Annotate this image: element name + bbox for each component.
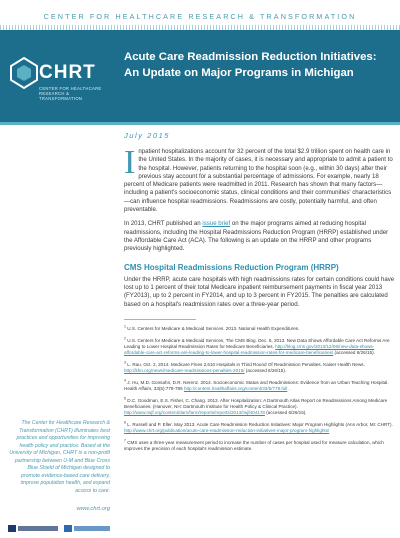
footnote-number: 2 xyxy=(124,336,126,341)
footnote-access-date: (accessed 6/26/15). xyxy=(264,410,307,416)
footnote-access-date: (accessed 6/26/15). xyxy=(333,350,375,356)
footnote-number: 5 xyxy=(124,396,126,401)
update-paragraph xyxy=(124,220,396,253)
issue-brief-link[interactable]: issue brief xyxy=(202,220,231,228)
footnote-access-date: . xyxy=(287,386,290,392)
footnote-item xyxy=(124,380,396,392)
footnote-text: L. Rau. Oct. 2, 2014. Medicare Fines 2,610 Hospitals in Third Round Of Readmission Penalties. Kaiser Health News. xyxy=(125,362,365,368)
org-name-banner: CENTER FOR HEALTHCARE RESEARCH & TRANSFORMATION xyxy=(43,12,357,21)
logo-mark-icon xyxy=(9,56,39,90)
footnote-item xyxy=(124,440,396,452)
sidebar-website-link[interactable]: www.chrt.org xyxy=(76,506,110,512)
intro-text: npatient hospitalizations account for 32 percent of the total $2.9 trillion spent on health care in the United States. In the majority of cases, it is necessary and appropriate to admit a patient to the hospital. However, patients returning to the hospital soon (e.g., within 30 days) after their previous stay account for a substantial percentage of admissions. For example, nearly 18 percent of Medicare patients were readmitted in 2011. Research has shown that many factors—including a patient's socioeconomic status, clinical conditions and their communities' characteristics—can influence hospital readmissions. Readmissions are costly, potentially harmful, and often preventable. xyxy=(124,148,393,214)
footnote-link[interactable]: http://blog.cms.gov/2013/12/06/new-data-shows-affordable-care-act-reforms-are-leading-to-lower-hospital-readmission-rates-for-medicare-beneficiaries/ xyxy=(124,344,375,356)
update-text-start: In 2013, CHRT published an xyxy=(124,220,203,228)
footnote-number: 7 xyxy=(124,438,126,443)
footnote-link[interactable]: http://www.chrt.org/publication/acute-care-readmission-reduction-initiatives-major-program-highlights/ xyxy=(124,428,330,434)
footnote-item xyxy=(124,326,396,332)
footnote-text: J. Hu, M.D. Gonsahn, D.R. Nerenz. 2014. Socioeconomic Status and Readmissions: Evidence from an Urban Teaching Hospital. Health Affairs, 33(5):778-785 xyxy=(124,380,389,392)
footnote-number: 6 xyxy=(124,420,126,425)
footnote-item xyxy=(124,398,396,416)
logo-subtitle: CENTER FOR HEALTHCARE RESEARCH & TRANSFORMATION xyxy=(39,86,102,101)
section-heading: CMS Hospital Readmissions Reduction Program (HRRP) xyxy=(124,262,339,272)
update-text-end: on the major programs aimed at reducing hospital readmissions, including the Hospital Readmissions Reduction Program (HRRP) established under the Affordable Care Act (ACA). The following is an update on the HRRP and other programs previously highlighted. xyxy=(124,220,389,253)
partner-logos xyxy=(8,520,110,529)
footnote-number: 1 xyxy=(124,324,126,329)
footnote-text: L. Russell and P. Eller. May 2013. Acute Care Readmission Reduction Initiatives: Major Program Highlights (Ann Arbor, MI: CHRT). xyxy=(125,422,393,428)
footnote-link[interactable]: http://khn.org/news/medicare-readmissions-penalties-2015/ xyxy=(124,368,245,374)
title-line-1: Acute Care Readmission Reduction Initiatives: xyxy=(124,51,377,63)
page-title xyxy=(124,50,394,81)
footnote-item xyxy=(124,338,396,356)
footnote-number: 3 xyxy=(124,360,126,365)
drop-cap: I xyxy=(124,144,136,181)
footnote-text: CMS uses a three-year measurement period to increase the number of cases per hospital used for measure calculation, which improves the precision of each hospital's readmission estimate. xyxy=(124,440,384,452)
hrrp-paragraph: Under the HRRP, acute care hospitals with high readmissions rates for certain conditions could have lost up to 1 percent of their total Medicare inpatient reimbursement payments in fiscal year 2013 (FY2013), up to 2 percent in FY2014, and up to 3 percent in FY2015. The penalties are calculated based on a hospital's readmission rates over a three-year period. xyxy=(124,275,395,308)
footnote-text: U.S. Centers for Medicare & Medicaid Services, The CMS Blog. Dec. 6, 2013. New Data Shows Affordable Care Act Reforms Are Leading to Lower Hospital Readmission Rates for Medicare Beneficiaries. xyxy=(124,338,390,350)
title-line-2: An Update on Major Programs in Michigan xyxy=(124,66,354,79)
sidebar-about: The Center for Healthcare Research & Transformation (CHRT) illuminates best practices and opportunities for improving health policy and practice. Based at the University of Michigan, CHRT is a non-profit partnership between U-M and Blue Cross Blue Shield of Michigan designed to promote evidence-based care delivery, improve population health, and expand access to care. xyxy=(9,420,110,494)
publication-date: July 2015 xyxy=(124,131,171,140)
footnote-text: D.C. Goodman, E.S. Fisher, C. Chang. 2013. After Hospitalization: A Dartmouth Atlas Report on Readmissions Among Medicare Beneficiaries. (Hanover, NH: Dartmouth Institute for Health Policy & Clinical Practice). xyxy=(124,398,388,410)
footnotes-list xyxy=(124,326,396,452)
footnote-item xyxy=(124,362,396,374)
footnote-link[interactable]: http://www.rwjf.org/content/dam/farm/reports/reports/2013/rwjf404178 xyxy=(124,410,265,416)
footnote-access-date: (accessed 6/26/15). xyxy=(244,368,287,374)
footnote-link[interactable]: http://content.healthaffairs.org/content/33/5/778.full xyxy=(183,386,288,392)
logo-wordmark: CHRT xyxy=(39,62,96,83)
footnote-number: 4 xyxy=(124,378,126,383)
intro-paragraph xyxy=(124,144,396,214)
footnote-divider xyxy=(124,319,196,320)
footnote-item xyxy=(124,422,396,434)
main-content xyxy=(124,138,396,458)
footnote-text: U.S. Centers for Medicare & Medicaid Services. 2013. National Health Expenditures. xyxy=(125,326,300,332)
chrt-logo xyxy=(9,48,113,110)
